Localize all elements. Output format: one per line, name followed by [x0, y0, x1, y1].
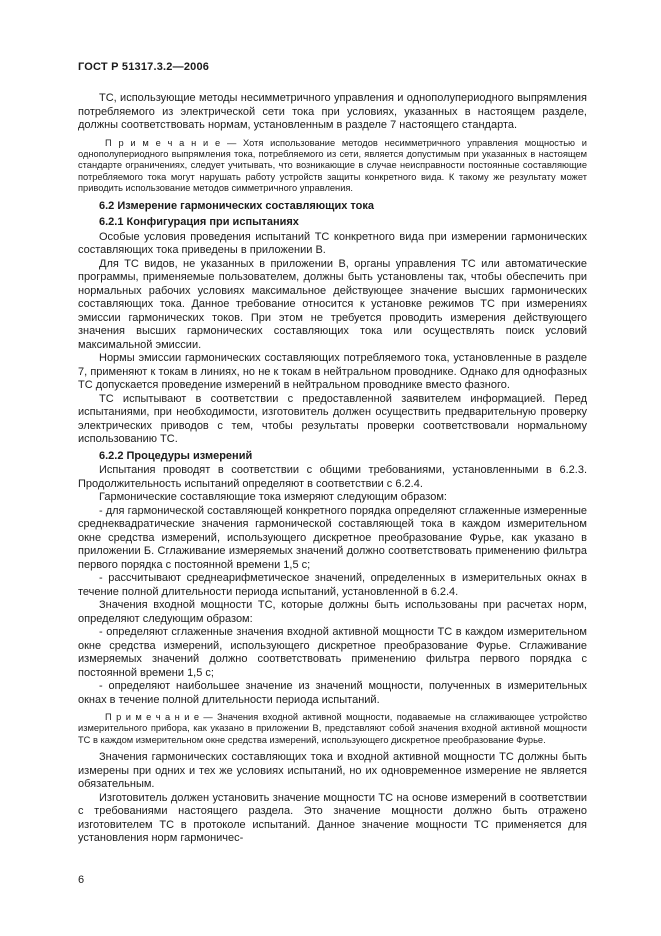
heading: 6.2 Измерение гармонических составляющих тока	[99, 199, 374, 212]
paragraph: - определяют сглаженные значения входной активной мощности ТС в каждом измерительном окне средства измерений, использующего дискретное преобразование Фурье. Сглаживание измеряемых значений должно соответствовать применению фильтра первого порядка с постоянной времени 1,5 с;	[78, 626, 587, 679]
paragraph: Значения входной мощности ТС, которые должны быть использованы при расчетах норм, определяют следующим образом:	[78, 599, 587, 625]
document-content	[78, 92, 587, 846]
note: П р и м е ч а н и е — Значения входной активной мощности, подаваемые на сглаживающее устройство измерительного прибора, как указано в приложении В, представляют собой значения входной активной мощности ТС в каждом измерительном окне средства измерений, использующего дискретное преобразование Фурье.	[78, 712, 587, 745]
paragraph: Особые условия проведения испытаний ТС конкретного вида при измерении гармонических составляющих тока приведены в приложении В.	[78, 230, 587, 257]
page-number: 6	[78, 874, 85, 886]
paragraph: ТС испытывают в соответствии с предоставленной заявителем информацией. Перед испытаниями, при необходимости, изготовитель должен осуществить предварительную проверку электрических приводов с тем, чтобы результаты проверки соответствовали нормальному использованию ТС.	[78, 392, 587, 446]
paragraph: - рассчитывают среднеарифметическое значений, определенных в измерительных окнах в течение полной длительности периода испытаний, установленной в 6.2.4.	[78, 572, 587, 598]
paragraph: ТС, использующие методы несимметричного управления и однополупериодного выпрямления потребляемого из электрической сети тока при условиях, указанных в настоящем разделе, должны соответствовать нормам, установленным в разделе 7 настоящего стандарта.	[78, 92, 587, 131]
heading: 6.2.1 Конфигурация при испытаниях	[99, 216, 299, 229]
paragraph: Гармонические составляющие тока измеряют следующим образом:	[99, 491, 447, 504]
paragraph: - определяют наибольшее значение из значений мощности, полученных в измерительных окнах в течение полной длительности периода испытаний.	[78, 680, 587, 706]
document-header-title: ГОСТ Р 51317.3.2—2006	[78, 61, 210, 73]
paragraph: Для ТС видов, не указанных в приложении В, органы управления ТС или автоматические программы, применяемые пользователем, должны быть установлены так, чтобы обеспечить при нормальных рабочих условиях максимальное действующее значение высших гармонических составляющих тока. Данное требование относится к установке режимов ТС при измерениях эмиссии гармонических токов. При этом не требуется проводить измерения действующего значения высших гармонических составляющих тока или осуществлять поиск условий максимальной эмиссии.	[78, 257, 587, 351]
note: П р и м е ч а н и е — Хотя использование методов несимметричного управления мощностью и однополупериодного выпрямления тока, потребляемого из сети, является допустимым при указанных в настоящем стандарте ограничениях, следует учитывать, что возникающие в случае неисправности постоянные составляющие потребляемого тока могут нарушать работу устройств защиты конкретного вида. К такому же результату может приводить использование методов симметричного управления.	[78, 137, 587, 194]
paragraph: Изготовитель должен установить значение мощности ТС на основе измерений в соответствии с требованиями настоящего раздела. Это значение мощности должно быть отражено изготовителем ТС в протоколе испытаний. Данное значение мощности ТС применяется для установления норм гармоничес-	[78, 791, 587, 845]
heading: 6.2.2 Процедуры измерений	[99, 449, 253, 462]
paragraph: - для гармонической составляющей конкретного порядка определяют сглаженные измеренные среднеквадратические значения гармонической составляющей тока в каждом измерительном окне средства измерений, использующего дискретное преобразование Фурье, как указано в приложении Б. Сглаживание измеряемых значений должно соответствовать применению фильтра первого порядка с постоянной времени 1,5 с;	[78, 504, 587, 571]
paragraph: Испытания проводят в соответствии с общими требованиями, установленными в 6.2.3. Продолжительность испытаний определяют в соответствии с 6.2.4.	[78, 464, 587, 490]
paragraph: Нормы эмиссии гармонических составляющих потребляемого тока, установленные в разделе 7, применяют к токам в линиях, но не к токам в нейтральном проводнике. Однако для однофазных ТС допускается проведение измерений в нейтральном проводнике вместо фазного.	[78, 352, 587, 392]
paragraph: Значения гармонических составляющих тока и входной активной мощности ТС должны быть измерены при одних и тех же условиях испытаний, но их одновременное измерение не является обязательным.	[78, 751, 587, 791]
